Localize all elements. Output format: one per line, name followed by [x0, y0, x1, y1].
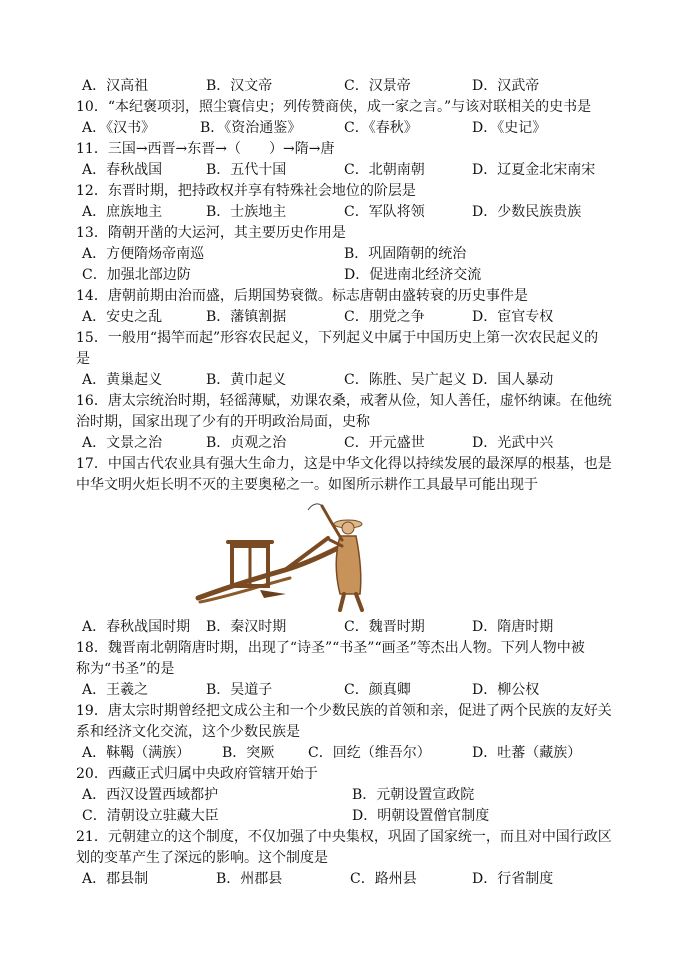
q16-option-a[interactable]: A．文景之治 [82, 435, 163, 451]
q11-option-c[interactable]: C．北朝南朝 [344, 162, 425, 178]
q9-option-a[interactable]: A．汉高祖 [82, 78, 149, 94]
q19-option-d[interactable]: D．吐蕃（藏族） [472, 745, 582, 761]
q9-options [82, 76, 638, 97]
q17-option-a[interactable]: A．春秋战国时期 [82, 619, 191, 635]
q21-option-a[interactable]: A．郡县制 [82, 871, 149, 887]
q19-stem-line1: 19．唐太宗时期曾经把文成公主和一个少数民族的首领和亲，促进了两个民族的友好关 [76, 703, 612, 719]
q21-stem-line2: 划的变革产生了深远的影响。这个制度是 [76, 850, 328, 866]
q10-option-d[interactable]: D．《史记》 [472, 120, 547, 136]
q21-option-c[interactable]: C．路州县 [350, 871, 417, 887]
q16-stem-line1: 16．唐太宗统治时期，轻徭薄赋，劝课农桑，戒奢从俭，知人善任，虚怀纳谏。在他统 [76, 393, 612, 409]
q15-stem-line1: 15．一般用“揭竿而起”形容农民起义，下列起义中属于中国历史上第一次农民起义的 [76, 330, 599, 346]
q21-option-b[interactable]: B．州郡县 [216, 871, 283, 887]
q21-stem-line1: 21．元朝建立的这个制度，不仅加强了中央集权，巩固了国家统一，而且对中国行政区 [76, 829, 612, 845]
q17-option-c[interactable]: C．魏晋时期 [344, 619, 425, 635]
q12-stem: 12．东晋时期，把持政权并享有特殊社会地位的阶层是 [76, 183, 416, 199]
q17-option-d[interactable]: D．隋唐时期 [472, 619, 554, 635]
q12-option-c[interactable]: C．军队将领 [344, 204, 425, 220]
q14-option-d[interactable]: D．宦官专权 [472, 309, 554, 325]
q11-option-d[interactable]: D．辽夏金北宋南宋 [472, 162, 596, 178]
q18-option-d[interactable]: D．柳公权 [472, 682, 540, 698]
plow-farmer-illustration-icon [190, 498, 375, 613]
q10-option-a[interactable]: A．《汉书》 [82, 120, 156, 136]
q13-option-b[interactable]: B．巩固隋朝的统治 [344, 246, 467, 262]
q15-option-d[interactable]: D．国人暴动 [472, 372, 554, 388]
q10-options [82, 118, 638, 139]
q13-option-a[interactable]: A．方便隋炀帝南巡 [82, 246, 205, 262]
q16-stem-line2: 治时期，国家出现了少有的开明政治局面，史称 [76, 414, 370, 430]
q18-stem-line1: 18．魏晋南北朝隋唐时期，出现了“诗圣”“书圣”“画圣”等杰出人物。下列人物中被 [76, 640, 585, 656]
q21-options [82, 869, 638, 890]
q13-options-row2 [82, 265, 638, 286]
q21-option-d[interactable]: D．行省制度 [472, 871, 554, 887]
q10-option-b[interactable]: B．《资治通鉴》 [200, 120, 302, 136]
q20-stem: 20．西藏正式归属中央政府管辖开始于 [76, 766, 318, 782]
q16-option-c[interactable]: C．开元盛世 [344, 435, 425, 451]
q19-stem-line2: 系和经济文化交流，这个少数民族是 [76, 724, 300, 740]
q18-option-c[interactable]: C．颜真卿 [344, 682, 411, 698]
q20-option-a[interactable]: A．西汉设置西域都护 [82, 787, 219, 803]
q11-option-a[interactable]: A．春秋战国 [82, 162, 163, 178]
q14-option-c[interactable]: C．朋党之争 [344, 309, 425, 325]
q13-option-c[interactable]: C．加强北部边防 [82, 267, 191, 283]
q14-stem: 14．唐朝前期由治而盛，后期国势衰微。标志唐朝由盛转衰的历史事件是 [76, 288, 528, 304]
q15-option-a[interactable]: A．黄巢起义 [82, 372, 163, 388]
q19-options [82, 743, 638, 764]
q15-option-c[interactable]: C．陈胜、吴广起义 [344, 372, 467, 388]
q15-stem-line2: 是 [76, 351, 90, 367]
q12-option-a[interactable]: A．庶族地主 [82, 204, 163, 220]
q13-option-d[interactable]: D．促进南北经济交流 [344, 267, 482, 283]
q10-stem: 10．“本纪褒项羽，照尘寰信史；列传赞商侠，成一家之言。”与该对联相关的史书是 [76, 99, 592, 115]
q20-options-row1 [82, 785, 638, 806]
q12-options [82, 202, 638, 223]
q14-option-b[interactable]: B．藩镇割据 [206, 309, 287, 325]
q15-options [82, 370, 638, 391]
q10-option-c[interactable]: C．《春秋》 [344, 120, 418, 136]
q17-option-b[interactable]: B．秦汉时期 [206, 619, 287, 635]
q18-option-a[interactable]: A．王羲之 [82, 682, 149, 698]
q18-options [82, 680, 638, 701]
q17-options [82, 617, 638, 638]
q11-stem: 11．三国→西晋→东晋→（ ）→隋→唐 [76, 141, 335, 157]
q16-option-b[interactable]: B．贞观之治 [206, 435, 287, 451]
q16-option-d[interactable]: D．光武中兴 [472, 435, 554, 451]
q11-options [82, 160, 638, 181]
q11-option-b[interactable]: B．五代十国 [206, 162, 287, 178]
q12-option-b[interactable]: B．士族地主 [206, 204, 287, 220]
q15-option-b[interactable]: B．黄巾起义 [206, 372, 287, 388]
q18-stem-line2: 称为“书圣”的是 [76, 661, 175, 677]
q9-option-b[interactable]: B．汉文帝 [206, 78, 273, 94]
q12-option-d[interactable]: D．少数民族贵族 [472, 204, 582, 220]
q20-options-row2 [82, 806, 638, 827]
q19-option-b[interactable]: B．突厥 [222, 745, 275, 761]
q9-option-c[interactable]: C．汉景帝 [344, 78, 411, 94]
q16-options [82, 433, 638, 454]
q20-option-b[interactable]: B．元朝设置宣政院 [352, 787, 475, 803]
q18-option-b[interactable]: B．吴道子 [206, 682, 273, 698]
q14-option-a[interactable]: A．安史之乱 [82, 309, 163, 325]
q14-options [82, 307, 638, 328]
q17-stem-line1: 17．中国古代农业具有强大生命力，这是中华文化得以持续发展的最深厚的根基，也是 [76, 456, 612, 472]
q13-stem: 13．隋朝开凿的大运河，其主要历史作用是 [76, 225, 346, 241]
q9-option-d[interactable]: D．汉武帝 [472, 78, 540, 94]
q19-option-c[interactable]: C．回纥（维吾尔） [308, 745, 431, 761]
q19-option-a[interactable]: A．靺鞨（满族） [82, 745, 191, 761]
q20-option-d[interactable]: D．明朝设置僧官制度 [352, 808, 490, 824]
q17-stem-line2: 中华文明火炬长明不灭的主要奥秘之一。如图所示耕作工具最早可能出现于 [76, 477, 538, 493]
q20-option-c[interactable]: C．清朝设立驻藏大臣 [82, 808, 219, 824]
q13-options-row1 [82, 244, 638, 265]
